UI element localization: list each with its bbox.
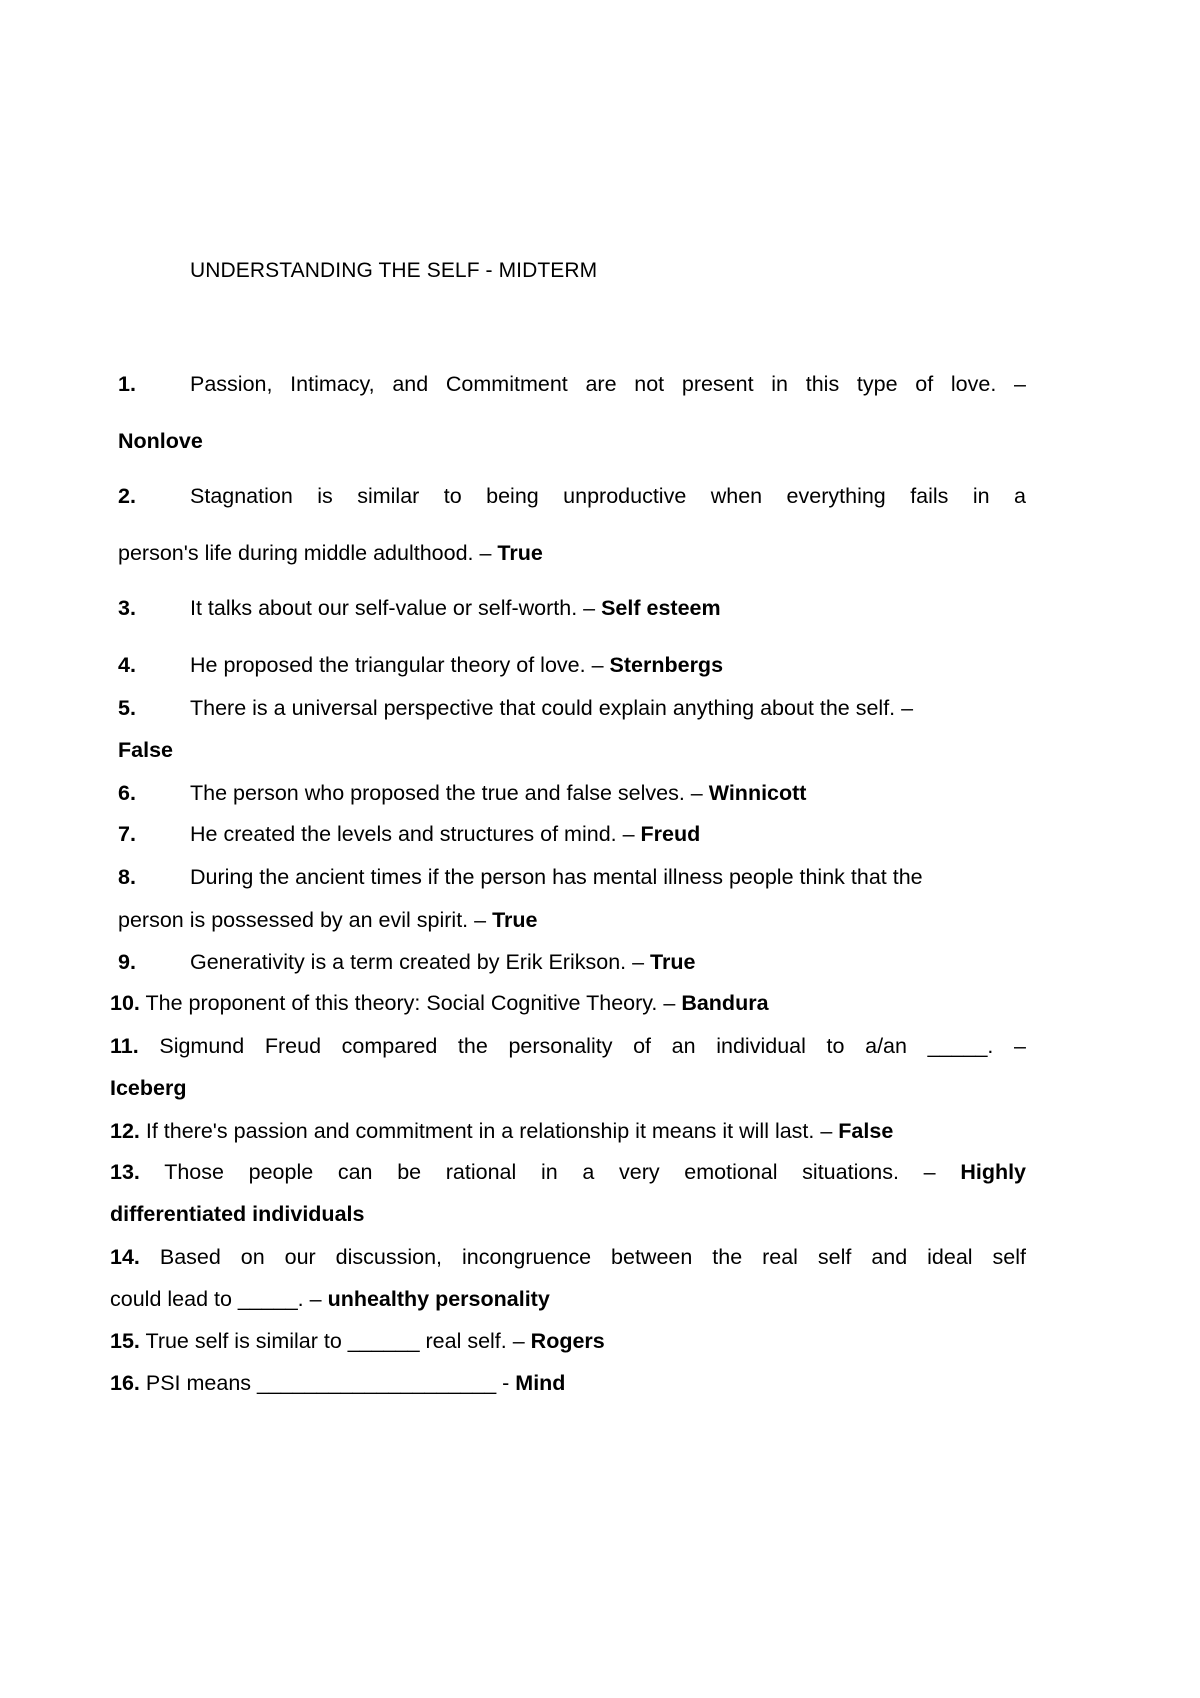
question-number: 4. [118,653,136,677]
question-number: 15. [110,1329,140,1353]
question-number: 12. [110,1119,140,1143]
question-text: Passion, Intimacy, and Commitment are not present in this type of love. – [190,372,1026,396]
answer: Self esteem [601,596,721,620]
answer: unhealthy personality [327,1287,550,1311]
question-text: If there's passion and commitment in a relationship it means it will last. – [145,1119,833,1143]
answer: Iceberg [110,1076,187,1100]
question-text: There is a universal perspective that could explain anything about the self. – [190,696,914,720]
answer: True [650,950,696,974]
answer: Mind [515,1371,566,1395]
question-text-continued: could lead to _____. – [110,1287,322,1311]
answer: True [492,908,538,932]
question-number: 10. [110,991,140,1015]
question-text: Those people can be rational in a very emotional situations. – [164,1160,936,1184]
question-number: 6. [118,781,136,805]
question-number: 8. [118,865,136,889]
answer: Rogers [530,1329,605,1353]
answer: False [838,1119,894,1143]
question-number: 7. [118,822,136,846]
answer: Freud [640,822,701,846]
question-number: 9. [118,950,136,974]
question-text: Sigmund Freud compared the personality of an individual to a/an _____. – [159,1034,1026,1058]
answer-continued: differentiated individuals [110,1202,365,1226]
answer: False [118,738,173,762]
document-title: UNDERSTANDING THE SELF - MIDTERM [190,259,598,282]
question-text: PSI means ____________________ - [145,1371,510,1395]
question-text: Stagnation is similar to being unproductive when everything fails in a [190,484,1026,508]
answer: Bandura [681,991,769,1015]
question-number: 14. [110,1245,140,1269]
question-text: It talks about our self-value or self-worth. – [190,596,596,620]
question-text: He created the levels and structures of mind. – [190,822,635,846]
question-text: During the ancient times if the person has mental illness people think that the [190,865,923,889]
question-text-continued: person is possessed by an evil spirit. – [118,908,487,932]
question-text: The person who proposed the true and false selves. – [190,781,703,805]
answer: Sternbergs [609,653,724,677]
answer: True [497,541,543,565]
question-number: 3. [118,596,136,620]
question-text: Based on our discussion, incongruence between the real self and ideal self [159,1245,1026,1269]
question-text: True self is similar to ______ real self. – [145,1329,525,1353]
question-number: 16. [110,1371,140,1395]
question-number: 2. [118,484,136,508]
question-text: Generativity is a term created by Erik Erikson. – [190,950,645,974]
question-number: 11. [110,1034,139,1058]
question-number: 1. [118,372,136,396]
answer: Winnicott [708,781,807,805]
answer: Highly [960,1160,1027,1184]
question-number: 5. [118,696,136,720]
question-text: The proponent of this theory: Social Cognitive Theory. – [145,991,676,1015]
question-text-continued: person's life during middle adulthood. – [118,541,492,565]
answer: Nonlove [118,429,203,453]
question-text: He proposed the triangular theory of love. – [190,653,604,677]
question-number: 13. [110,1160,140,1184]
